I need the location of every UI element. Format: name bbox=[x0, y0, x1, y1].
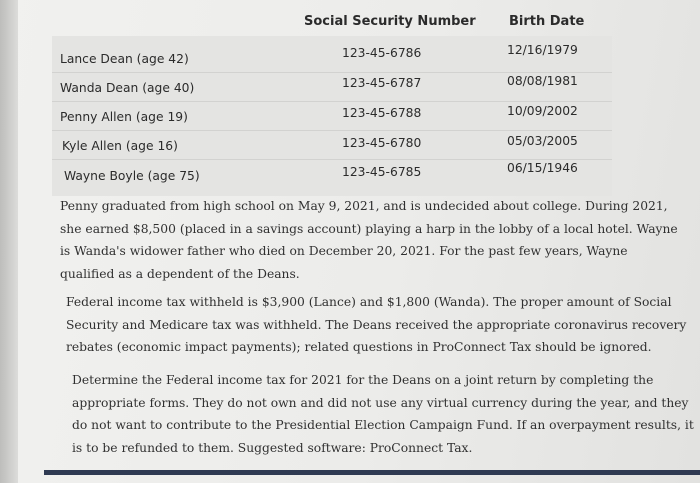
text-line: Penny graduated from high school on May 9, 2021, and is undecided about college. During 2021, bbox=[60, 199, 668, 213]
cell-birth-date: 12/16/1979 bbox=[507, 43, 578, 57]
table-row bbox=[0, 73, 700, 99]
paragraph-penny-wayne bbox=[60, 195, 678, 285]
screen-bottom-edge bbox=[44, 470, 700, 475]
text-line: Federal income tax withheld is $3,900 (Lance) and $1,800 (Wanda). The proper amount of Social bbox=[66, 295, 672, 309]
cell-ssn: 123-45-6787 bbox=[342, 76, 422, 90]
cell-birth-date: 08/08/1981 bbox=[507, 74, 578, 88]
paragraph-instructions bbox=[72, 369, 694, 459]
text-line: is Wanda's widower father who died on December 20, 2021. For the past few years, Wayne bbox=[60, 244, 628, 258]
cell-birth-date: 10/09/2002 bbox=[507, 104, 578, 118]
header-ssn: Social Security Number bbox=[304, 14, 476, 29]
text-line: Security and Medicare tax was withheld. The Deans received the appropriate coronavirus recovery bbox=[66, 317, 687, 332]
text-line: she earned $8,500 (placed in a savings account) playing a harp in the lobby of a local hotel. Wayne bbox=[60, 221, 678, 236]
cell-name: Lance Dean (age 42) bbox=[60, 52, 189, 66]
text-line: rebates (economic impact payments); related questions in ProConnect Tax should be ignored. bbox=[66, 340, 652, 354]
table-row bbox=[0, 102, 700, 128]
cell-ssn: 123-45-6780 bbox=[342, 136, 422, 150]
cell-name: Wanda Dean (age 40) bbox=[60, 81, 195, 95]
cell-name: Kyle Allen (age 16) bbox=[62, 139, 178, 153]
cell-birth-date: 06/15/1946 bbox=[507, 161, 578, 175]
text-line: do not want to contribute to the Presidential Election Campaign Fund. If an overpayment results, it bbox=[72, 418, 694, 432]
text-line: is to be refunded to them. Suggested software: ProConnect Tax. bbox=[72, 440, 473, 455]
table-row bbox=[0, 131, 700, 157]
cell-ssn: 123-45-6785 bbox=[342, 165, 422, 179]
cell-name: Wayne Boyle (age 75) bbox=[64, 169, 200, 183]
cell-birth-date: 05/03/2005 bbox=[507, 134, 578, 148]
cell-ssn: 123-45-6786 bbox=[342, 46, 422, 60]
text-line: Determine the Federal income tax for 2021 for the Deans on a joint return by completing the bbox=[72, 373, 654, 387]
text-line: appropriate forms. They do not own and did not use any virtual currency during the year, and they bbox=[72, 395, 689, 410]
cell-ssn: 123-45-6788 bbox=[342, 106, 422, 120]
header-birth-date: Birth Date bbox=[509, 14, 585, 29]
cell-name: Penny Allen (age 19) bbox=[60, 110, 188, 124]
table-row bbox=[0, 44, 700, 70]
table-row bbox=[0, 160, 700, 186]
paragraph-withholding bbox=[66, 291, 686, 359]
text-line: qualified as a dependent of the Deans. bbox=[60, 266, 300, 281]
